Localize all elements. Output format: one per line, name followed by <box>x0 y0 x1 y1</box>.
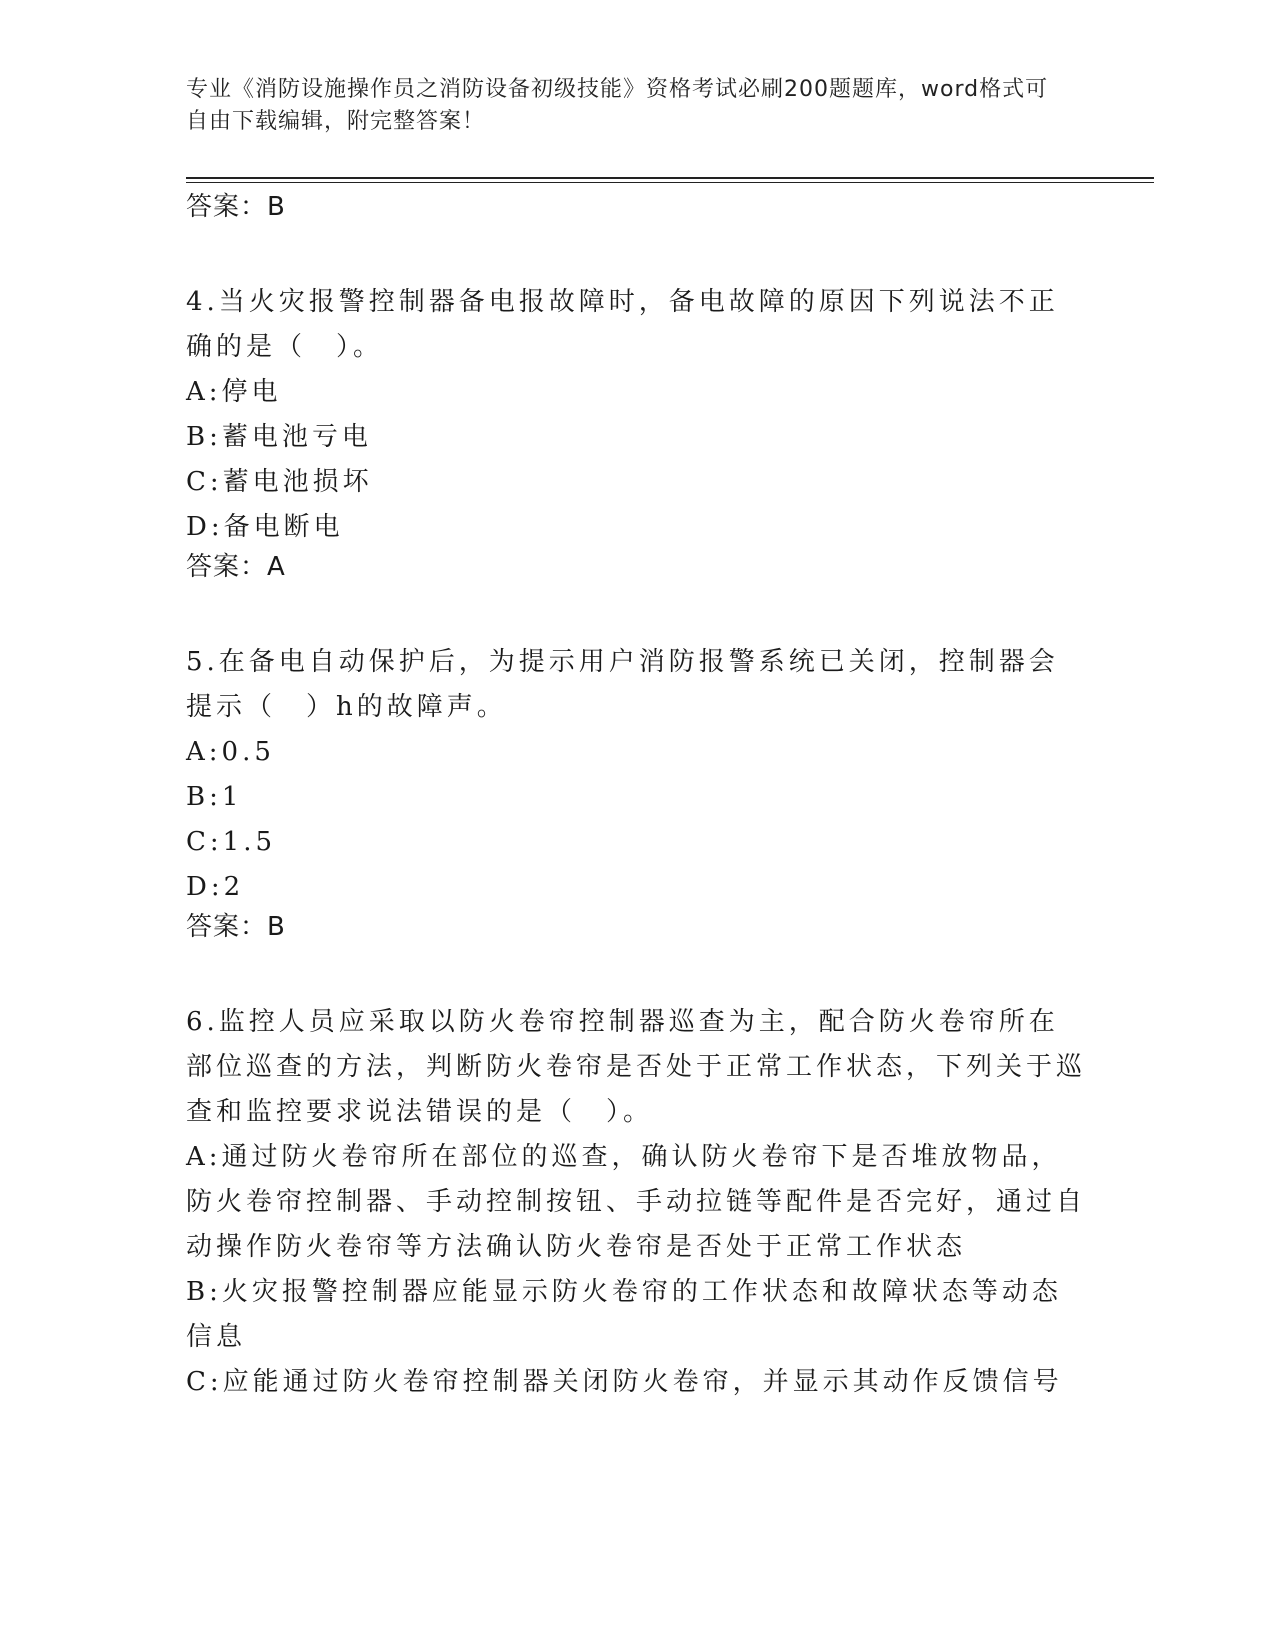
header-rule-thick <box>186 177 1154 179</box>
option-c: C:蓄电池损坏 <box>186 467 373 497</box>
answer-line: 答案：B <box>186 912 286 942</box>
option-b: B:火灾报警控制器应能显示防火卷帘的工作状态和故障状态等动态信息 <box>186 1277 1062 1352</box>
page-header: 专业《消防设施操作员之消防设备初级技能》资格考试必刷200题题库，word格式可自由下载编辑，附完整答案！ <box>186 77 1049 134</box>
question-text: 5.在备电自动保护后，为提示用户消防报警系统已关闭，控制器会提示（ ）h的故障声。 <box>186 647 1059 722</box>
option-b: B:1 <box>186 782 243 812</box>
question-list <box>186 190 1086 1405</box>
option-a: A:0.5 <box>186 737 275 767</box>
option-d: D:2 <box>186 872 245 902</box>
option-c: C:应能通过防火卷帘控制器关闭防火卷帘，并显示其动作反馈信号 <box>186 1367 1063 1397</box>
spacer <box>186 234 1086 280</box>
option-a: A:停电 <box>186 377 282 407</box>
header-rule-thin <box>186 182 1154 183</box>
option-b: B:蓄电池亏电 <box>186 422 372 452</box>
question-text: 6.监控人员应采取以防火卷帘控制器巡查为主，配合防火卷帘所在部位巡查的方法，判断防火卷帘是否处于正常工作状态，下列关于巡查和监控要求说法错误的是（ ）。 <box>186 1007 1087 1127</box>
question-4 <box>186 280 1086 594</box>
answer-line: 答案：B <box>186 192 286 222</box>
spacer <box>186 594 1086 640</box>
question-5 <box>186 640 1086 954</box>
answer-line: 答案：A <box>186 552 286 582</box>
spacer <box>186 954 1086 1000</box>
question-6 <box>186 1000 1086 1405</box>
option-a: A:通过防火卷帘所在部位的巡查，确认防火卷帘下是否堆放物品，防火卷帘控制器、手动控制按钮、手动拉链等配件是否完好，通过自动操作防火卷帘等方法确认防火卷帘是否处于正常工作状态 <box>186 1142 1087 1262</box>
option-c: C:1.5 <box>186 827 277 857</box>
option-d: D:备电断电 <box>186 512 344 542</box>
question-text: 4.当火灾报警控制器备电报故障时，备电故障的原因下列说法不正确的是（ ）。 <box>186 287 1059 362</box>
